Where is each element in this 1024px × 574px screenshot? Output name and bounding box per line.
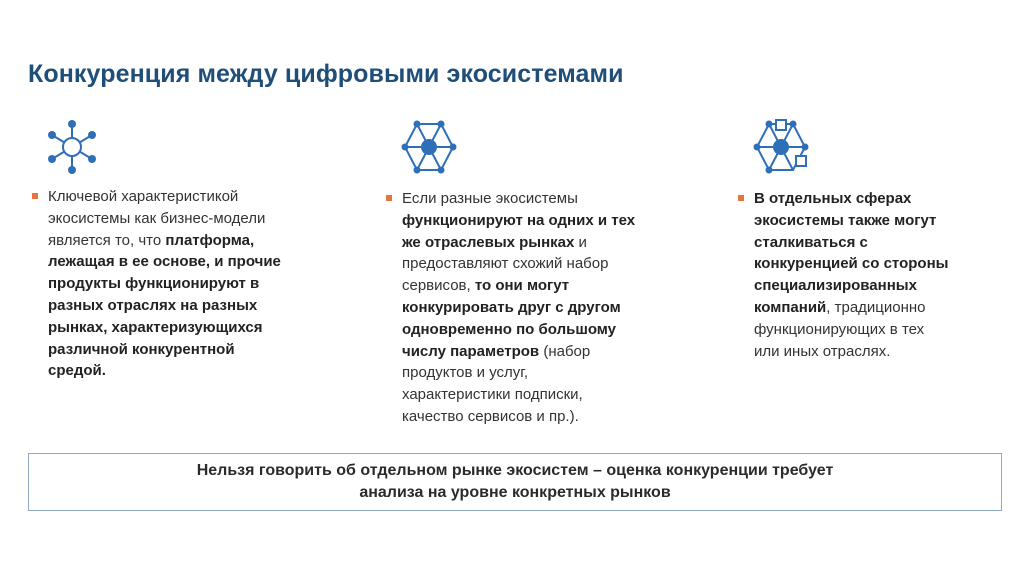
col1-line: рынках, характеризующихся — [48, 318, 263, 336]
column-platform — [48, 186, 348, 382]
col2-line: сервисов, то они могут — [402, 277, 570, 295]
col1-line: Ключевой характеристикой — [48, 188, 239, 205]
col2-line: числу параметров (набор — [402, 342, 591, 360]
hexagon-network-icon — [400, 118, 458, 176]
col3-line: функционирующих в тех — [754, 320, 925, 338]
hexagon-square-network-icon — [752, 118, 810, 176]
col2-line: функционируют на одних и тех — [402, 211, 636, 229]
bullet-marker — [386, 195, 392, 201]
col2-line: предоставляют схожий набор — [402, 255, 609, 273]
col3-line: В отдельных сферах — [754, 190, 912, 207]
col2-line: же отраслевых рынках и — [402, 233, 587, 251]
network-hub-icon — [43, 118, 101, 176]
col1-line: является то, что платформа, — [48, 231, 255, 249]
col2-line: продуктов и услуг, — [402, 364, 529, 382]
col2-line: одновременно по большому — [402, 320, 617, 338]
col3-line: экосистемы также могут — [754, 211, 937, 229]
col3-line: специализированных — [754, 277, 917, 295]
column-same-markets — [402, 188, 702, 428]
col2-line: характеристики подписки, — [402, 386, 583, 404]
column-specialized-competitors — [754, 188, 1004, 362]
slide-title: Конкуренция между цифровыми экосистемами — [28, 60, 624, 88]
bullet-marker — [738, 195, 744, 201]
summary-line-2: анализа на уровне конкретных рынков — [359, 484, 671, 501]
col1-line: продукты функционируют в — [48, 275, 260, 293]
col1-line: разных отраслях на разных — [48, 296, 258, 314]
col1-line: лежащая в ее основе, и прочие — [48, 253, 281, 271]
bullet-marker — [32, 193, 38, 199]
col2-line: Если разные экосистемы — [402, 190, 578, 207]
summary-box — [28, 453, 1002, 511]
summary-line-1: Нельзя говорить об отдельном рынке экосистем – оценка конкуренции требует — [196, 462, 834, 479]
col3-line: или иных отраслях. — [754, 342, 891, 360]
col1-line: средой. — [48, 362, 106, 380]
col3-line: сталкиваться с — [754, 233, 868, 251]
col1-line: различной конкурентной — [48, 340, 235, 358]
col3-line: компаний, традиционно — [754, 298, 926, 316]
col2-line: качество сервисов и пр.). — [402, 407, 579, 425]
col1-line: экосистемы как бизнес-модели — [48, 209, 266, 227]
col2-line: конкурировать друг с другом — [402, 298, 621, 316]
col3-line: конкуренцией со стороны — [754, 255, 949, 273]
